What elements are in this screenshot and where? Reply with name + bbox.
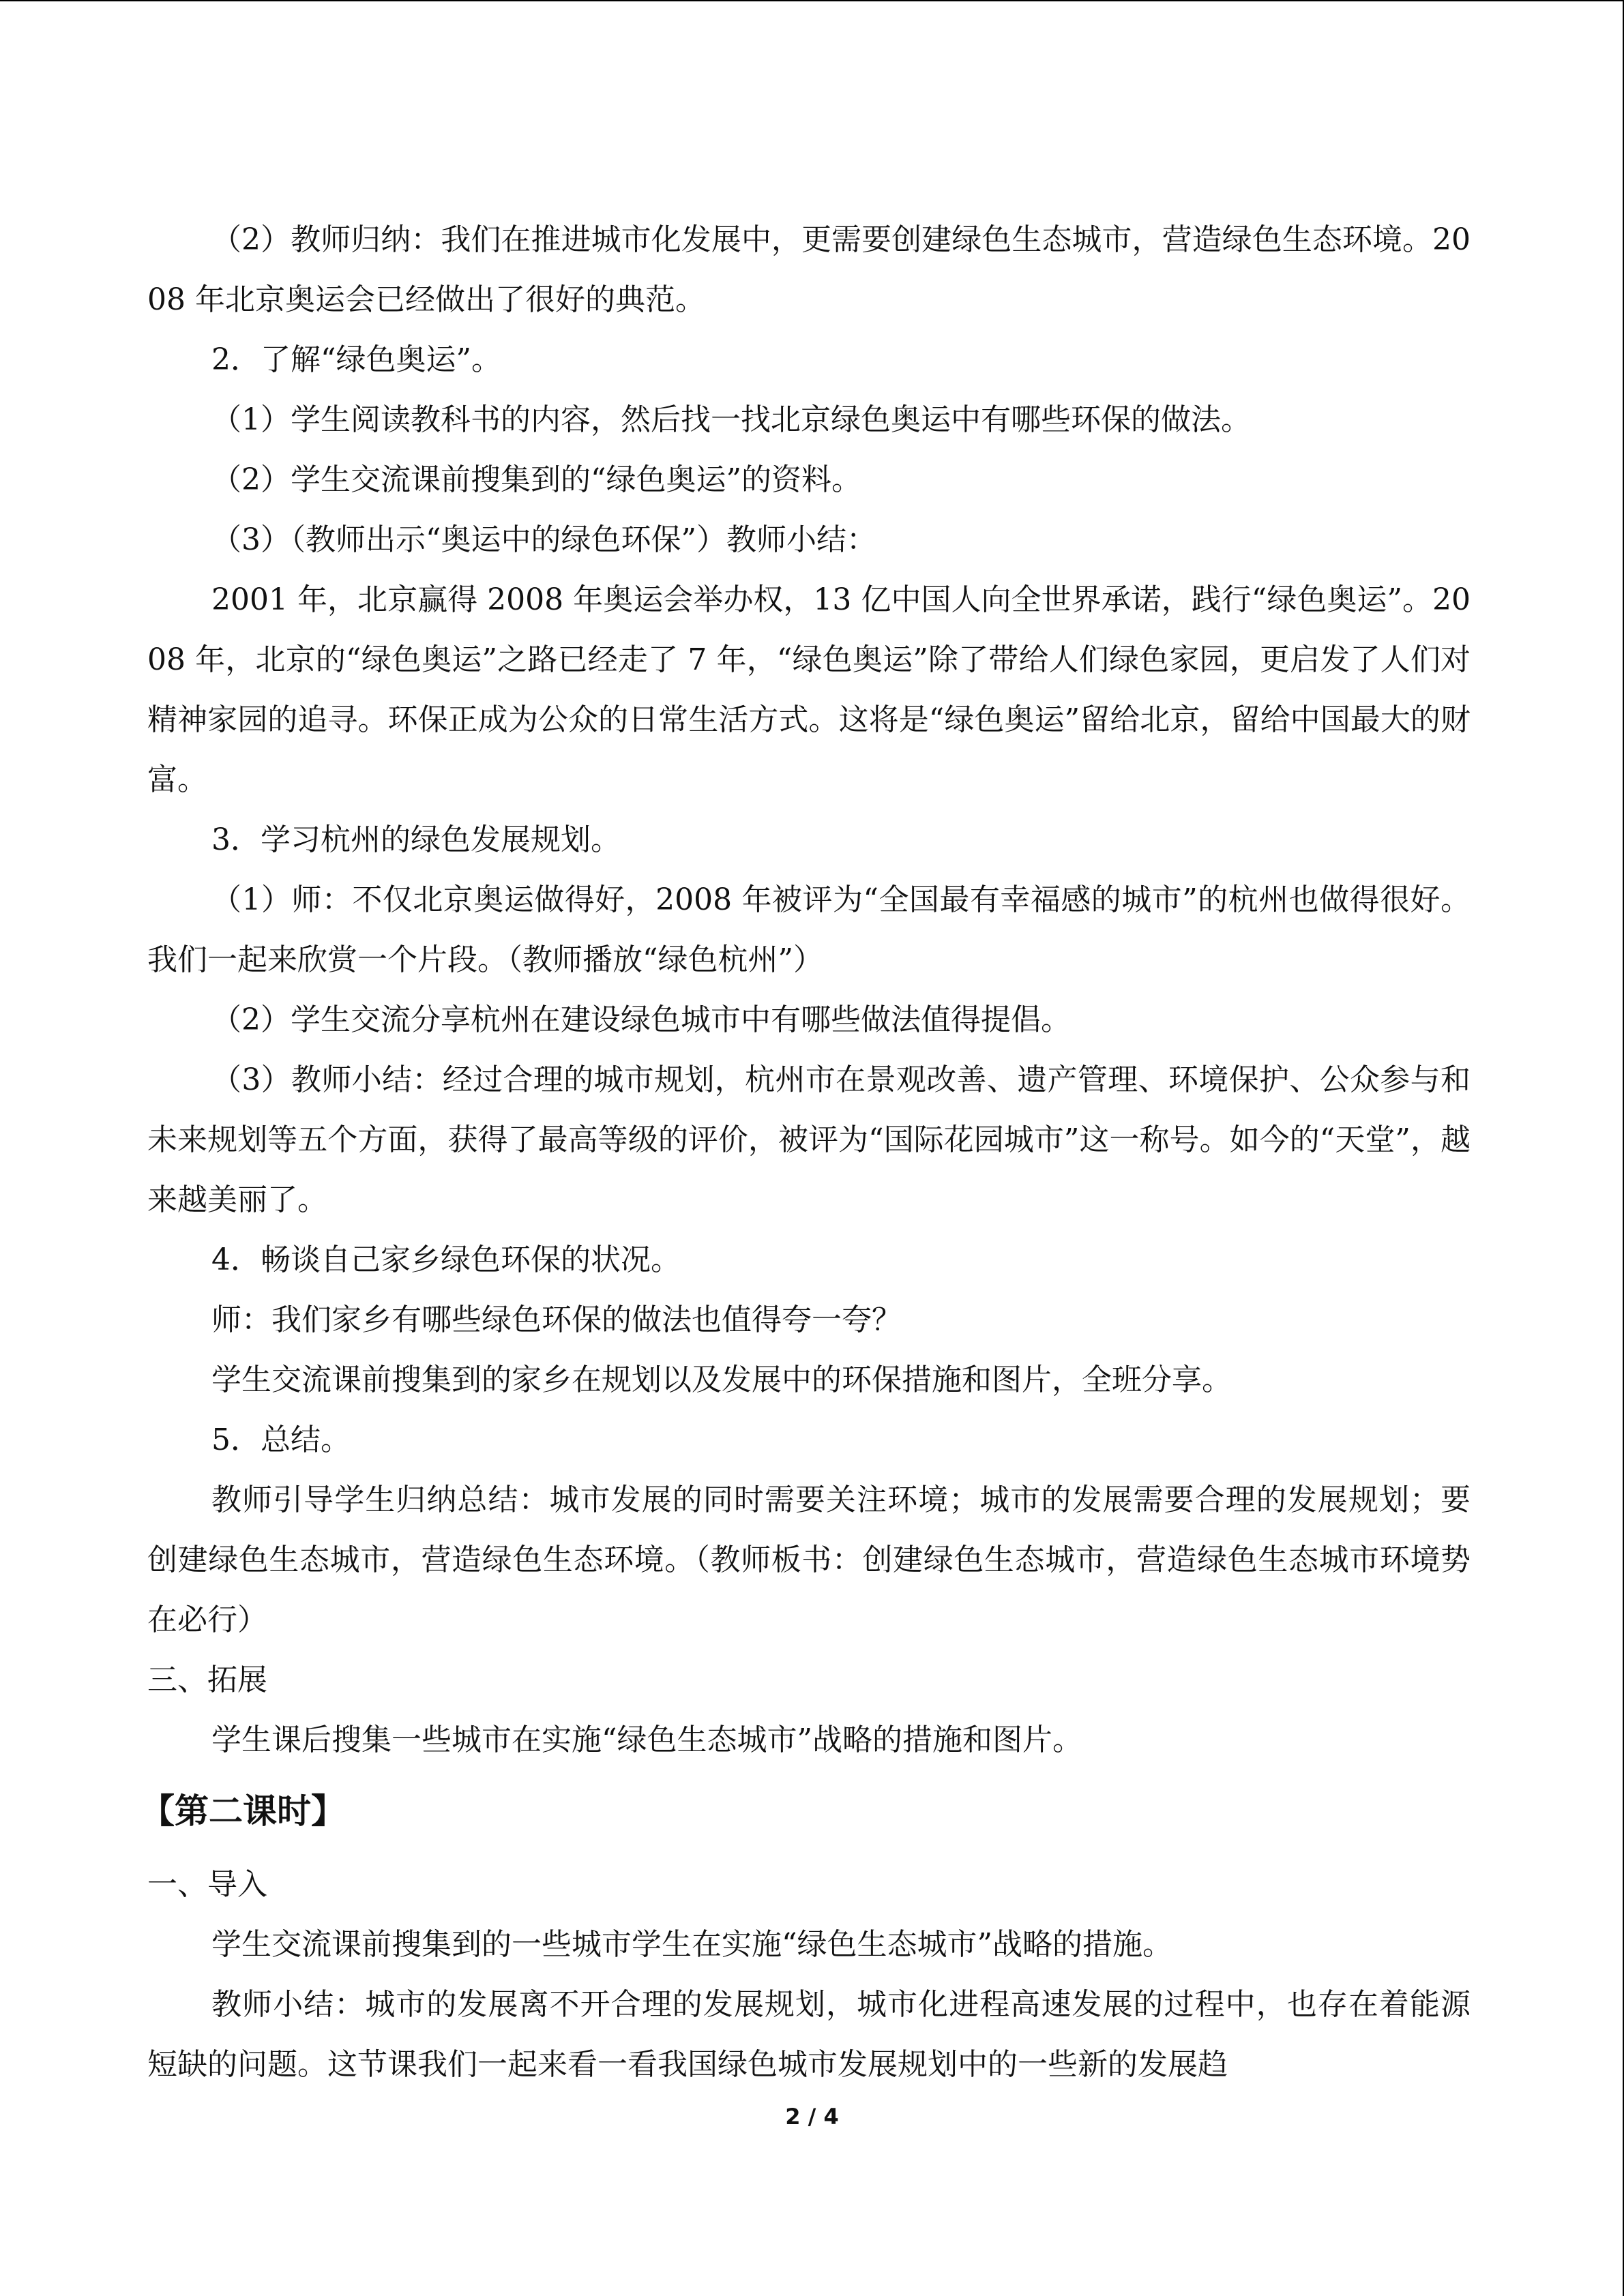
paragraph: 学生交流课前搜集到的家乡在规划以及发展中的环保措施和图片，全班分享。: [211, 1362, 1232, 1397]
paragraph: （3）（教师出示“奥运中的绿色环保”）教师小结：: [211, 522, 876, 557]
lesson-heading: 【第二课时】: [141, 1791, 345, 1831]
paragraph: 4．畅谈自己家乡绿色环保的状况。: [211, 1242, 681, 1277]
lesson-two-section: [147, 1855, 1471, 2095]
paragraph: 2001 年，北京赢得 2008 年奥运会举办权，13 亿中国人向全世界承诺，践行“绿色奥运”。2008 年，北京的“绿色奥运”之路已经走了 7 年，“绿色奥运”除了带给人们绿色家园，更启发了人们对精神家园的追寻。环保正成为公众的日常生活方式。这将是“绿色奥运”留给北京，留给中国最大的财富。: [147, 582, 1471, 797]
paragraph: 3．学习杭州的绿色发展规划。: [211, 822, 621, 857]
paragraph: 5．总结。: [211, 1422, 351, 1457]
paragraph: 一、导入: [147, 1867, 267, 1902]
document-body: [141, 210, 1471, 2095]
paragraph: 2．了解“绿色奥运”。: [211, 342, 501, 377]
lesson-one-section: [147, 210, 1471, 1770]
page-number: 2 / 4: [785, 2104, 839, 2130]
paragraph: （1）师：不仅北京奥运做得好，2008 年被评为“全国最有幸福感的城市”的杭州也做得很好。我们一起来欣赏一个片段。（教师播放“绿色杭州”）: [147, 882, 1471, 977]
paragraph: （2）教师归纳：我们在推进城市化发展中，更需要创建绿色生态城市，营造绿色生态环境。2008 年北京奥运会已经做出了很好的典范。: [147, 222, 1471, 317]
paragraph: （1）学生阅读教科书的内容，然后找一找北京绿色奥运中有哪些环保的做法。: [211, 402, 1251, 437]
paragraph: 教师引导学生归纳总结：城市发展的同时需要关注环境；城市的发展需要合理的发展规划；要创建绿色生态城市，营造绿色生态环境。（教师板书：创建绿色生态城市，营造绿色生态城市环境势在必行）: [147, 1482, 1471, 1637]
paragraph: 师：我们家乡有哪些绿色环保的做法也值得夸一夸？: [211, 1302, 902, 1337]
paragraph: 学生交流课前搜集到的一些城市学生在实施“绿色生态城市”战略的措施。: [211, 1927, 1172, 1962]
paragraph: （2）学生交流课前搜集到的“绿色奥运”的资料。: [211, 462, 861, 497]
paragraph: （3）教师小结：经过合理的城市规划，杭州市在景观改善、遗产管理、环境保护、公众参与和未来规划等五个方面，获得了最高等级的评价，被评为“国际花园城市”这一称号。如今的“天堂”，越来越美丽了。: [147, 1062, 1471, 1217]
paragraph: 学生课后搜集一些城市在实施“绿色生态城市”战略的措施和图片。: [211, 1723, 1082, 1757]
paragraph: （2）学生交流分享杭州在建设绿色城市中有哪些做法值得提倡。: [211, 1002, 1071, 1037]
paragraph: 三、拓展: [147, 1663, 267, 1697]
paragraph: 教师小结：城市的发展离不开合理的发展规划，城市化进程高速发展的过程中，也存在着能源短缺的问题。这节课我们一起来看一看我国绿色城市发展规划中的一些新的发展趋: [147, 1987, 1471, 2082]
